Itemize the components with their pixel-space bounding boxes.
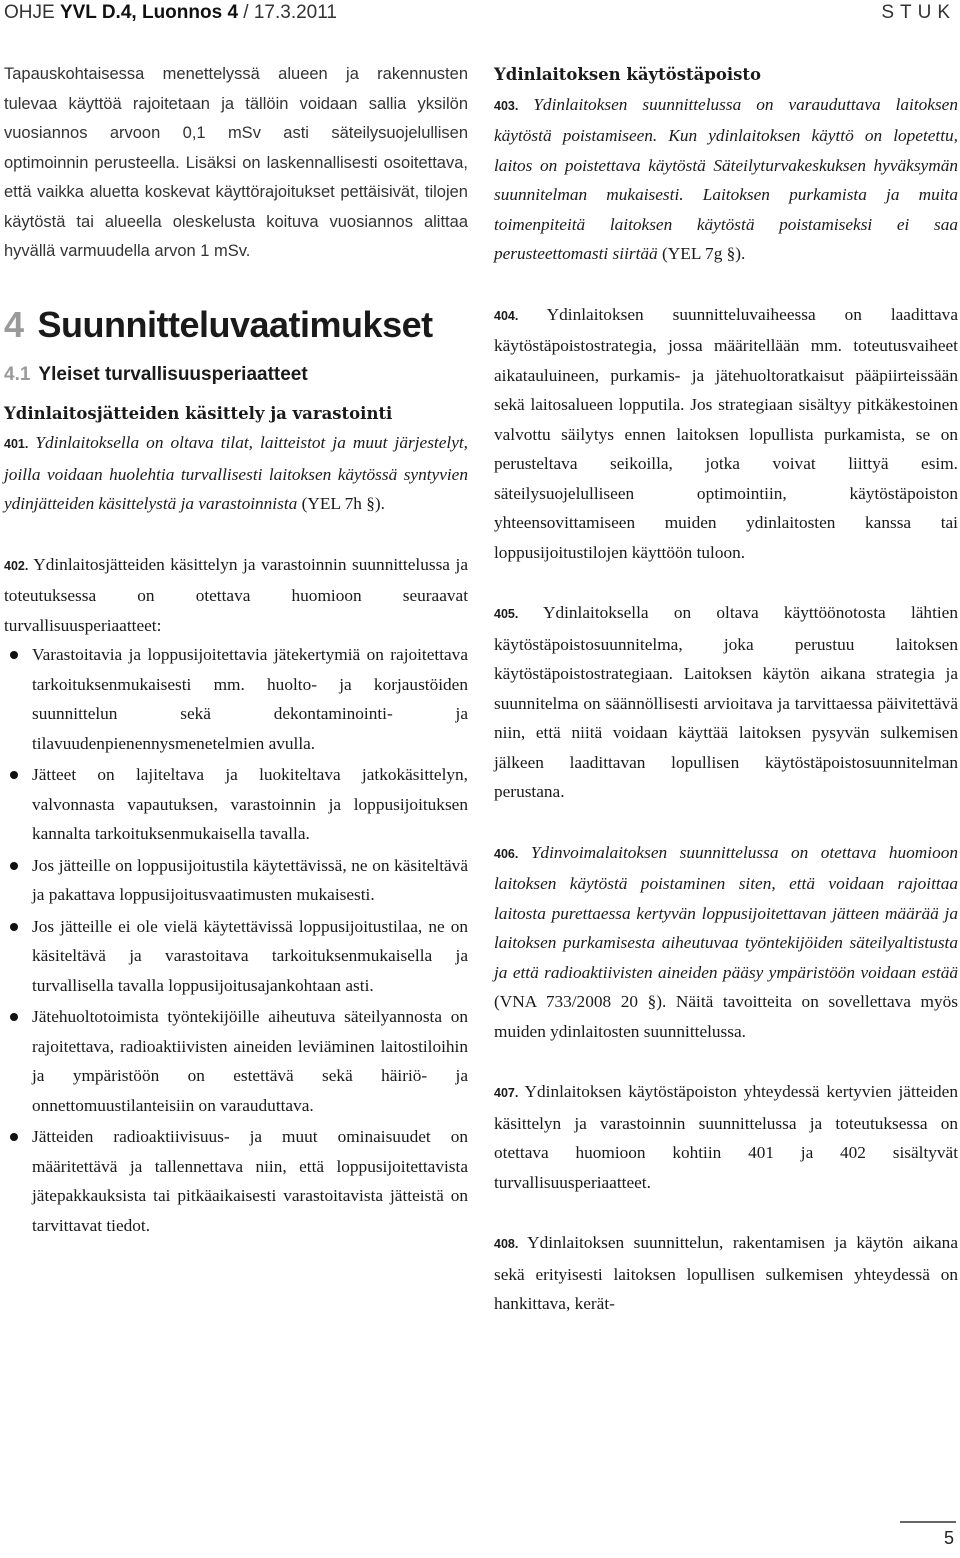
paragraph-401-ref: (YEL 7h §).: [297, 494, 385, 513]
paragraph-405-text: Ydinlaitoksella on oltava käyttöönotosta lähtien käytöstäpoistosuunnitelma, joka perustuu laitoksen käytöstäpoistostrategiaan. Laitoksen käytön aikana strategia ja suunnitelma on säännöllisesti arvioitava ja tarvittaessa päivitettävä niin, että niitä voidaan käyttää laitoksen pysyvän sulkemisen jälkeen laadittavan lopullisen käytöstäpoistosuunnitelman perustana.: [494, 603, 958, 801]
paragraph-number: 408.: [494, 1237, 519, 1251]
paragraph-401-italic: Ydinlaitoksella on oltava tilat, laitteistot ja muut järjestelyt, joilla voidaan huolehtia turvallisesti laitoksen käytössä syntyvien ydinjätteiden käsittelystä ja varastoinnista: [4, 433, 468, 513]
chapter-title: Suunnitteluvaatimukset: [37, 303, 433, 345]
left-column: [4, 60, 468, 1242]
list-item-text: Jätteet on lajiteltava ja luokiteltava jatkokäsittelyn, valvonnasta vapautuksen, varastoinnin ja loppusijoituksen kannalta tarkoituksenmukaisella tavalla.: [32, 765, 468, 843]
list-item: [4, 640, 468, 758]
paragraph-402: [4, 550, 468, 641]
paragraph-number: 407.: [494, 1086, 519, 1100]
paragraph-407: [494, 1077, 958, 1197]
section-number: 4.1: [4, 363, 31, 385]
bullet-icon: [10, 1133, 18, 1141]
subheading-waste: Ydinlaitosjätteiden käsittely ja varastointi: [4, 403, 393, 423]
section-title: Yleiset turvallisuusperiaatteet: [38, 363, 308, 385]
paragraph-407-text: Ydinlaitoksen käytöstäpoiston yhteydessä kertyvien jätteiden käsittelyn ja varastoinnin suunnittelussa ja toteutuksessa on otettava huomioon kohtiin 401 ja 402 sisältyvät turvallisuusperiaatteet.: [494, 1082, 958, 1192]
paragraph-404: [494, 300, 958, 568]
list-item: [4, 1122, 468, 1240]
paragraph-number: 405.: [494, 607, 519, 621]
bullet-icon: [10, 923, 18, 931]
bullet-icon: [10, 651, 18, 659]
header-org: STUK: [881, 2, 956, 23]
chapter-heading: [4, 305, 468, 345]
footer-rule: [900, 1521, 956, 1523]
list-item-text: Varastoitavia ja loppusijoitettavia jätekertymiä on rajoitettava tarkoituksenmukaisesti mm. huolto- ja korjaustöiden suunnittelun sekä dekontaminointi- ja tilavuudenpienennysmenetelmien avulla.: [32, 645, 468, 753]
paragraph-number: 406.: [494, 846, 519, 861]
header-doc-ref: [4, 2, 337, 24]
paragraph-403-italic: Ydinlaitoksen suunnittelussa on varauduttava laitoksen käytöstä poistamiseen. Kun ydinlaitoksen käyttö on lopetettu, laitos on poistettava käytöstä Säteilyturvakeskuksen hyväksymän suunnitelman mukaisesti. Laitoksen purkamista ja muita toimenpiteitä laitoksen käytöstä poistamiseksi ei saa perusteettomasti siirtää: [494, 94, 958, 263]
list-item-text: Jos jätteille on loppusijoitustila käytettävissä, ne on käsiteltävä ja pakattava loppusijoitusvaatimusten mukaisesti.: [32, 855, 468, 904]
subheading-decommissioning: Ydinlaitoksen käytöstäpoisto: [494, 65, 762, 84]
bullet-icon: [10, 862, 18, 870]
list-item: [4, 1002, 468, 1120]
paragraph-number: 403.: [494, 98, 519, 113]
running-header: [4, 2, 956, 28]
paragraph-number: 404.: [494, 308, 519, 323]
right-column: [494, 60, 958, 1319]
list-item: [4, 760, 468, 849]
chapter-number: 4: [4, 303, 24, 345]
paragraph-403-ref: (YEL 7g §).: [657, 244, 746, 263]
page-number: 5: [943, 1528, 954, 1548]
header-date: / 17.3.2011: [238, 2, 337, 23]
list-item-text: Jos jätteille ei ole vielä käytettävissä loppusijoitustilaa, ne on käsiteltävä ja varastoitava tarkoituksenmukaisella ja turvallisella tavalla loppusijoitusajankohtaan asti.: [32, 916, 468, 995]
list-item: [4, 851, 468, 910]
principles-list: [4, 640, 468, 1240]
paragraph-number: 401.: [4, 437, 29, 451]
paragraph-408-text: Ydinlaitoksen suunnittelun, rakentamisen ja käytön aikana sekä erityisesti laitoksen lopullisen sulkemisen yhteydessä on hankittava, kerät-: [494, 1233, 958, 1313]
header-doc-id: YVL D.4, Luonnos 4: [59, 2, 239, 23]
paragraph-number: 402.: [4, 558, 29, 573]
list-item: [4, 912, 468, 1001]
paragraph-401: [4, 428, 468, 519]
list-item-text: Jätteiden radioaktiivisuus- ja muut ominaisuudet on määritettävä ja tallennettava niin, että loppusijoitettavista jätepakkauksista tai pitkäaikaisesti varastoitavista jätteistä on tarvittavat tiedot.: [32, 1127, 468, 1235]
section-heading: [4, 363, 468, 387]
paragraph-408: [494, 1228, 958, 1319]
paragraph-405: [494, 598, 958, 807]
bullet-icon: [10, 771, 18, 779]
header-prefix: OHJE: [4, 2, 60, 23]
paragraph-402-text: Ydinlaitosjätteiden käsittelyn ja varastoinnin suunnittelussa ja toteutuksessa on otettava huomioon seuraavat turvallisuusperiaatteet:: [4, 554, 468, 635]
list-item-text: Jätehuoltotoimista työntekijöille aiheutuva säteilyannosta on rajoitettava, radioaktiivisten aineiden leviäminen laitostiloihin ja ympäristöön on estettävä sekä häiriö- ja onnettomuustilanteisiin on varauduttava.: [32, 1007, 468, 1115]
paragraph-403: [494, 90, 958, 269]
paragraph-404-text: Ydinlaitoksen suunnitteluvaiheessa on laadittava käytöstäpoistostrategia, jossa määritellään mm. toteutusvaiheet aikatauluineen, purkamis- ja jätehuoltoratkaisut pääpiirteissään sekä laitosalueen lopputila. Jos strategiaan sisältyy pitkäkestoinen valvottu säilytys ennen laitoksen lopullista purkamista, se on perusteltava seikoilla, jotka voivat liittyä esim. säteilysuojelulliseen optimointiin, käytöstäpoiston yhteensovittamiseen muiden ydinlaitosten kanssa tai loppusijoitustilojen käyttöön tuloon.: [494, 304, 958, 562]
paragraph-406-ref: (VNA 733/2008 20 §). Näitä tavoitteita on sovellettava myös muiden ydinlaitosten suunnittelussa.: [494, 992, 958, 1041]
paragraph-406: [494, 838, 958, 1047]
intro-paragraph: Tapauskohtaisessa menettelyssä alueen ja rakennusten tulevaa käyttöä rajoitetaan ja tällöin voidaan sallia yksilön vuosiannos arvoon 0,1 mSv asti säteilysuojelullisen optimoinnin perusteella. Lisäksi on laskennallisesti osoitettava, että vaikka aluetta koskevat käyttörajoitukset pettäisivät, tilojen käytöstä tai alueella oleskelusta koituva vuosiannos alittaa hyvällä varmuudella arvon 1 mSv.: [4, 65, 468, 260]
bullet-icon: [10, 1013, 18, 1021]
paragraph-406-italic: Ydinvoimalaitoksen suunnittelussa on otettava huomioon laitoksen käytöstä poistaminen siten, että voidaan rajoittaa laitosta purettaessa kertyvän loppusijoitettavan jätteen määrää ja laitoksen purkamisesta aiheutuvaa työntekijöiden säteilyaltistusta ja että radioaktiivisten aineiden pääsy ympäristöön voidaan estää: [494, 842, 958, 982]
